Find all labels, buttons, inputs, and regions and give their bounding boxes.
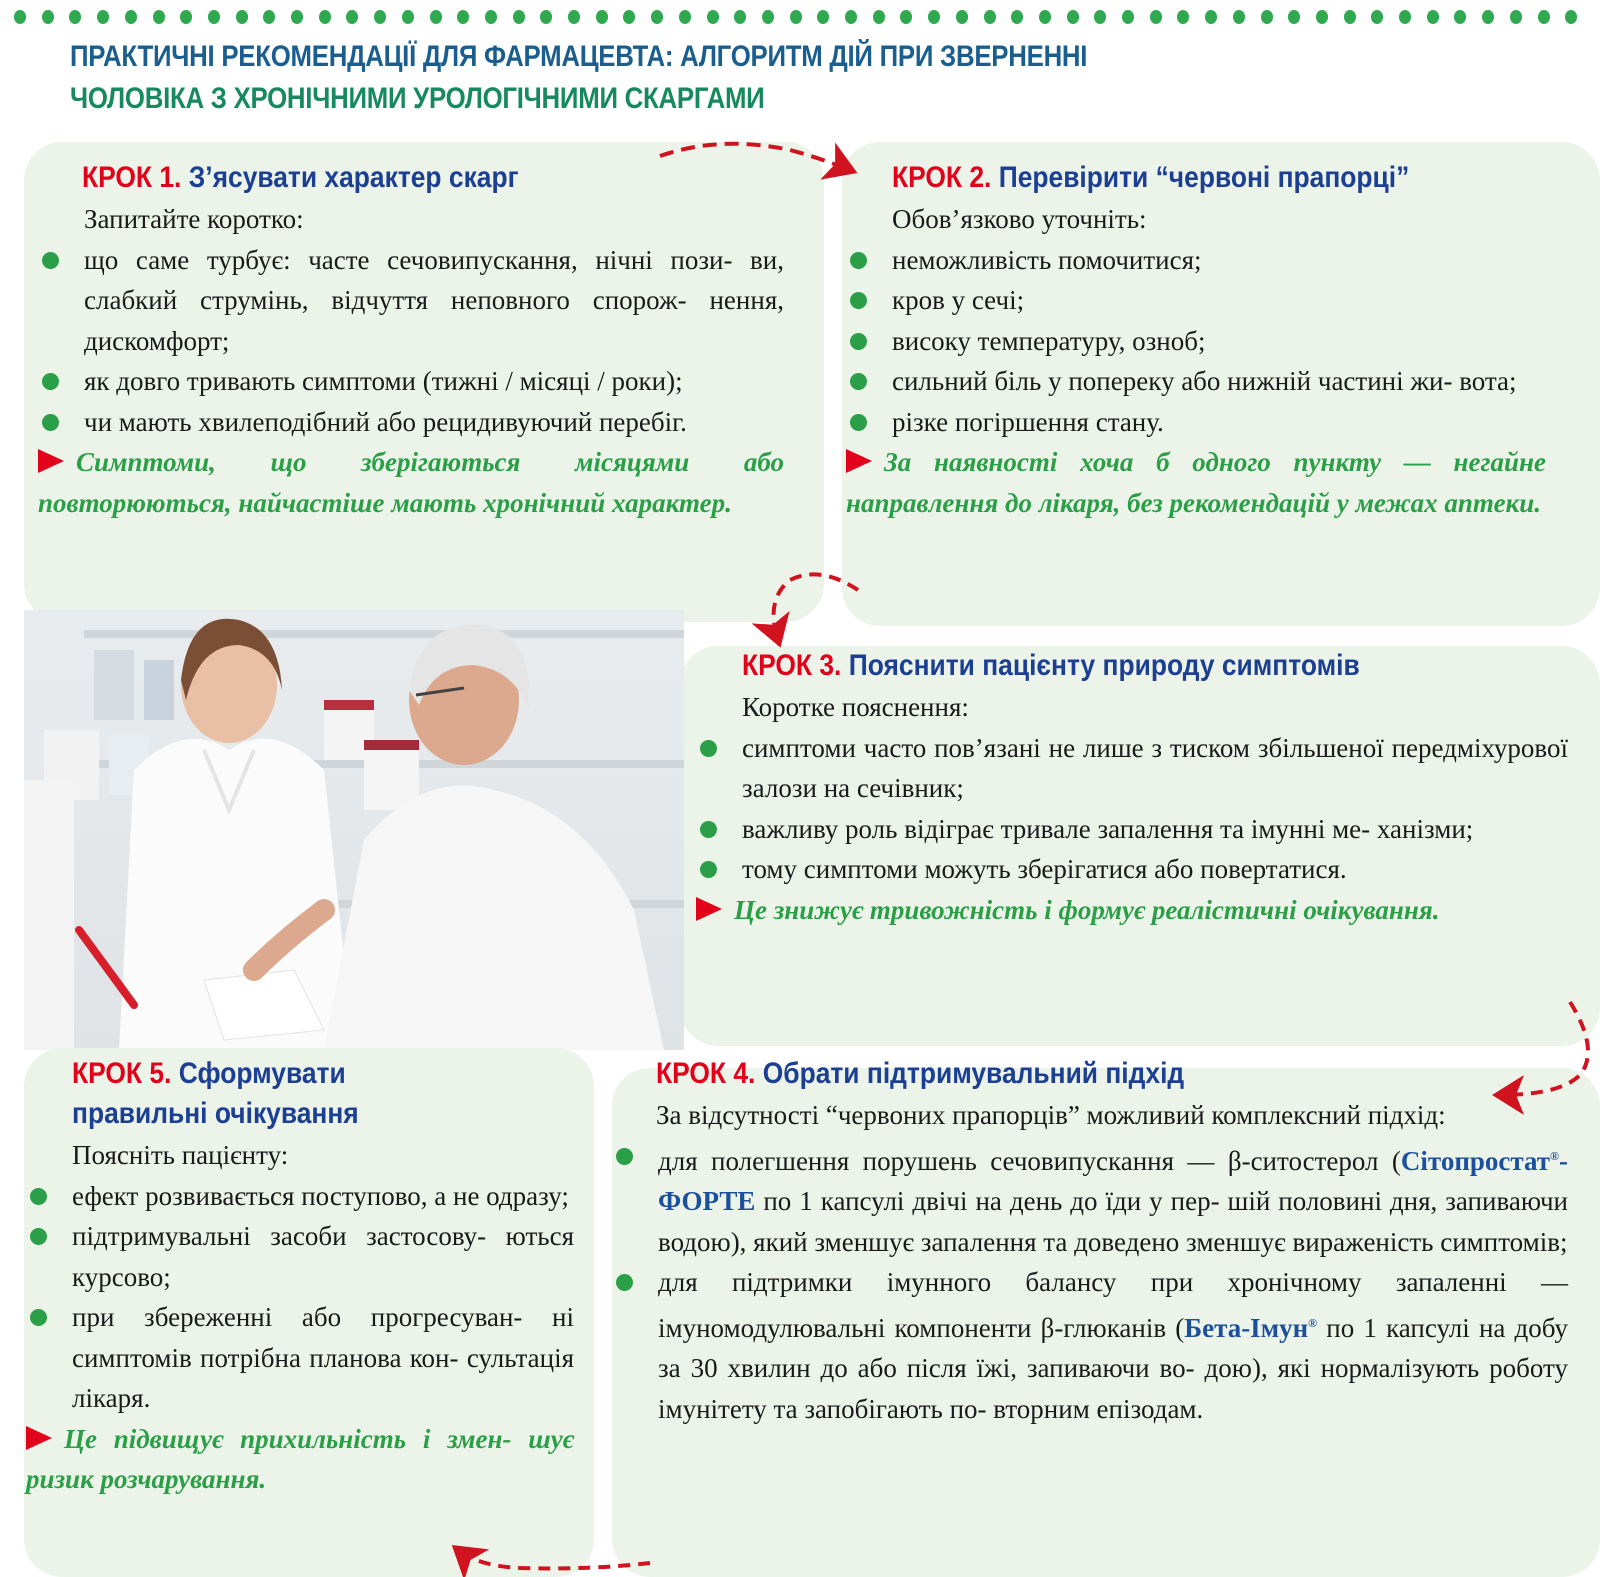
dotted-divider <box>14 10 1600 24</box>
dot-icon <box>1371 10 1383 24</box>
dot-icon <box>374 10 386 24</box>
dot-icon <box>180 10 192 24</box>
dot-icon <box>1067 10 1079 24</box>
bullet-icon <box>42 252 59 269</box>
dot-icon <box>817 10 829 24</box>
bullet-icon <box>700 740 717 757</box>
dot-icon <box>845 10 857 24</box>
page-title-line-2: ЧОЛОВІКА З ХРОНІЧНИМИ УРОЛОГІЧНИМИ СКАРГАМИ <box>70 82 765 115</box>
step2-note: За наявності хоча б одного пункту — негайне направлення до лікаря, без рекомендацій у межах аптеки. <box>846 447 1546 518</box>
dot-icon <box>1427 10 1439 24</box>
dot-icon <box>1316 10 1328 24</box>
step1-title: З’ясувати характер скарг <box>188 161 519 194</box>
dot-icon <box>1011 10 1023 24</box>
step5-title-line-2: правильні очікування <box>72 1097 359 1130</box>
dot-icon <box>457 10 469 24</box>
step5-number: КРОК 5. <box>72 1057 172 1090</box>
dot-icon <box>1150 10 1162 24</box>
dot-icon <box>984 10 996 24</box>
page-title <box>70 36 1087 120</box>
red-triangle-marker-icon <box>38 449 64 473</box>
step1-note: Симптоми, що зберігаються місяцями або повторюються, найчастіше мають хронічний характер. <box>38 447 784 518</box>
step2-heading <box>892 160 1409 196</box>
step5-body <box>26 1135 574 1500</box>
bullet-icon <box>42 414 59 431</box>
step1-item-2: як довго тривають симптоми (тижні / місяці / роки); <box>38 361 784 402</box>
step3-item-1: симптоми часто пов’язані не лише з тиском збільшеної передміхурової залози на сечівник; <box>696 728 1568 809</box>
dot-icon <box>596 10 608 24</box>
bullet-icon <box>850 333 867 350</box>
dot-icon <box>651 10 663 24</box>
dot-icon <box>346 10 358 24</box>
dot-icon <box>1094 10 1106 24</box>
step3-note: Це знижує тривожність і формує реалістичні очікування. <box>696 890 1568 931</box>
dot-icon <box>402 10 414 24</box>
step3-heading <box>742 648 1360 684</box>
step5-item-1: ефект розвивається поступово, а не одразу; <box>26 1176 574 1217</box>
step1-item-3: чи мають хвилеподібний або рецидивуючий перебіг. <box>38 402 784 443</box>
step4-item-1: для полегшення порушень сечовипускання — β-ситостерол (Сітопростат®-ФОРТЕ по 1 капсулі двічі на день до їди у пер- шій половині дня, запиваючи водою), який зменшує запалення та доведено зменшує вираженість симптомів; <box>612 1136 1568 1263</box>
bullet-icon <box>850 373 867 390</box>
pharmacist-consultation-photo <box>24 610 684 1050</box>
step2-item-2: кров у сечі; <box>846 280 1546 321</box>
step1-number: КРОК 1. <box>82 161 182 194</box>
dot-icon <box>97 10 109 24</box>
dot-icon <box>1482 10 1494 24</box>
dot-icon <box>208 10 220 24</box>
step2-item-3: високу температуру, озноб; <box>846 321 1546 362</box>
dot-icon <box>623 10 635 24</box>
step3-body <box>696 687 1568 930</box>
step4-heading <box>656 1056 1184 1092</box>
dot-icon <box>568 10 580 24</box>
dot-icon <box>679 10 691 24</box>
dot-icon <box>873 10 885 24</box>
bullet-icon <box>850 252 867 269</box>
dot-icon <box>1344 10 1356 24</box>
dot-icon <box>319 10 331 24</box>
dot-icon <box>1454 10 1466 24</box>
step4-body <box>612 1095 1568 1429</box>
photo-illustration-icon <box>24 610 684 1050</box>
step5-note: Це підвищує прихильність і змен- шує ризик розчарування. <box>26 1423 574 1494</box>
dot-icon <box>1538 10 1550 24</box>
step2-intro: Обов’язково уточніть: <box>892 204 1147 234</box>
dot-icon <box>1510 10 1522 24</box>
step1-body <box>38 199 784 523</box>
step2-number: КРОК 2. <box>892 161 992 194</box>
step5-item-2: підтримувальні засоби застосову- ються курсово; <box>26 1216 574 1297</box>
dot-icon <box>900 10 912 24</box>
dot-icon <box>236 10 248 24</box>
step4-intro: За відсутності “червоних прапорців” можливий комплексний підхід: <box>656 1100 1446 1130</box>
dot-icon <box>540 10 552 24</box>
dot-icon <box>1233 10 1245 24</box>
step2-item-4: сильний біль у попереку або нижній частині жи- вота; <box>846 361 1546 402</box>
bullet-icon <box>42 373 59 390</box>
step2-item-5: різке погіршення стану. <box>846 402 1546 443</box>
step3-item-2: важливу роль відіграє тривале запалення та імунні ме- ханізми; <box>696 809 1568 850</box>
bullet-icon <box>30 1188 47 1205</box>
step4-item-2: для підтримки імунного балансу при хронічному запаленні — імуномодулювальні компоненти β-глюканів (Бета-Імун® по 1 капсулі на добу за 30 хвилин до або після їжі, запиваючи во- дою), які нормалізують роботу імунітету та запобігають по- вторним епізодам. <box>612 1262 1568 1429</box>
bullet-icon <box>616 1274 633 1291</box>
step2-item-1: неможливість помочитися; <box>846 240 1546 281</box>
brand-sitoprostat: Сітопростат <box>1400 1145 1551 1176</box>
brand-sitoprostat-suffix: -ФОРТЕ <box>658 1145 1568 1216</box>
dot-icon <box>1177 10 1189 24</box>
bullet-icon <box>30 1228 47 1245</box>
dot-icon <box>1039 10 1051 24</box>
bullet-icon <box>700 861 717 878</box>
step4-title: Обрати підтримувальний підхід <box>762 1057 1185 1090</box>
dot-icon <box>430 10 442 24</box>
dot-icon <box>513 10 525 24</box>
dot-icon <box>1565 10 1577 24</box>
registered-mark: ® <box>1308 1315 1318 1330</box>
dot-icon <box>125 10 137 24</box>
dot-icon <box>734 10 746 24</box>
step5-heading <box>72 1054 359 1134</box>
dot-icon <box>263 10 275 24</box>
bullet-icon <box>700 821 717 838</box>
dot-icon <box>69 10 81 24</box>
step3-title: Пояснити пацієнту природу симптомів <box>848 649 1360 682</box>
dot-icon <box>291 10 303 24</box>
dot-icon <box>1205 10 1217 24</box>
dot-icon <box>1122 10 1134 24</box>
step5-title-line-1: Сформувати <box>178 1057 346 1090</box>
dot-icon <box>14 10 26 24</box>
bullet-icon <box>30 1309 47 1326</box>
brand-beta-imun: Бета-Імун <box>1184 1312 1309 1343</box>
step2-title: Перевірити “червоні прапорці” <box>998 161 1410 194</box>
step2-body <box>846 199 1546 523</box>
step3-number: КРОК 3. <box>742 649 842 682</box>
step3-intro: Коротке пояснення: <box>742 692 969 722</box>
dot-icon <box>707 10 719 24</box>
bullet-icon <box>850 414 867 431</box>
bullet-icon <box>850 292 867 309</box>
red-triangle-marker-icon <box>26 1426 52 1450</box>
step1-intro: Запитайте коротко: <box>84 204 304 234</box>
dot-icon <box>42 10 54 24</box>
bullet-icon <box>616 1148 633 1165</box>
red-triangle-marker-icon <box>846 449 872 473</box>
dot-icon <box>928 10 940 24</box>
dot-icon <box>762 10 774 24</box>
dot-icon <box>485 10 497 24</box>
step4-number: КРОК 4. <box>656 1057 756 1090</box>
dot-icon <box>790 10 802 24</box>
dot-icon <box>1288 10 1300 24</box>
registered-mark: ® <box>1550 1148 1559 1163</box>
red-triangle-marker-icon <box>696 897 722 921</box>
step1-item-1: що саме турбує: часте сечовипускання, нічні пози- ви, слабкий струмінь, відчуття неповного спорож- нення, дискомфорт; <box>38 240 784 362</box>
dot-icon <box>1399 10 1411 24</box>
page-title-line-1: ПРАКТИЧНІ РЕКОМЕНДАЦІЇ ДЛЯ ФАРМАЦЕВТА: АЛГОРИТМ ДІЙ ПРИ ЗВЕРНЕННІ <box>70 40 1088 73</box>
step1-heading <box>82 160 519 196</box>
step5-intro: Поясніть пацієнту: <box>72 1140 289 1170</box>
dot-icon <box>1261 10 1273 24</box>
dot-icon <box>153 10 165 24</box>
dot-icon <box>956 10 968 24</box>
step5-item-3: при збереженні або прогресуван- ні симптомів потрібна планова кон- сультація лікаря. <box>26 1297 574 1419</box>
step3-item-3: тому симптоми можуть зберігатися або повертатися. <box>696 849 1568 890</box>
